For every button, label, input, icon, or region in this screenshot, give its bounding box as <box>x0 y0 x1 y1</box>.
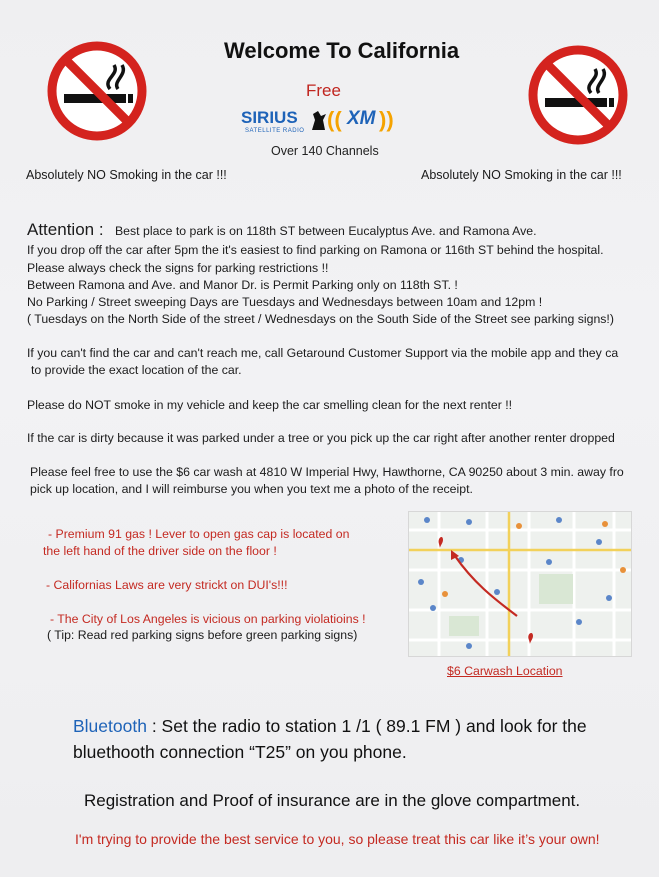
smell-text: Please do NOT smoke in my vehicle and keep the car smelling clean for the next renter !! <box>27 398 513 412</box>
attention-line-5: No Parking / Street sweeping Days are Tuesdays and Wednesdays between 10am and 12pm ! <box>27 295 543 309</box>
carwash-line-1: Please feel free to use the $6 car wash at 4810 W Imperial Hwy, Hawthorne, CA 90250 about 3 min. away fro <box>30 465 624 479</box>
xm-logo: (( XM )) <box>327 107 394 132</box>
sirius-logo-subtext: SATELLITE RADIO <box>245 128 305 134</box>
map-graphic <box>409 512 631 656</box>
free-label: Free <box>306 81 341 100</box>
dui-note: - Californias Laws are very strickt on DUI's!!! <box>46 578 288 592</box>
bluetooth-line-2: bluethooth connection “T25” on you phone. <box>73 742 407 762</box>
dog-icon <box>309 108 329 132</box>
registration-text: Registration and Proof of insurance are in the glove compartment. <box>84 791 581 810</box>
gas-note-line-1: - Premium 91 gas ! Lever to open gas cap is located on <box>48 527 350 541</box>
carwash-map <box>408 511 632 657</box>
no-smoking-sign-left-icon <box>44 39 150 143</box>
bluetooth-line-1 <box>73 716 587 737</box>
page-title: Welcome To California <box>224 38 460 63</box>
dirty-text: If the car is dirty because it was parked under a tree or you pick up the car right after another renter dropped <box>27 431 615 445</box>
siriusxm-logo <box>241 106 411 140</box>
carwash-line-2: pick up location, and I will reimburse you when you text me a photo of the receipt. <box>30 482 473 496</box>
support-line-1: If you can't find the car and can't reach me, call Getaround Customer Support via the mobile app and they ca <box>27 346 619 360</box>
xm-logo-text: XM <box>347 108 376 129</box>
la-parking-note: - The City of Los Angeles is vicious on parking violatioins ! <box>50 612 366 626</box>
attention-line-2: If you drop off the car after 5pm the it's easiest to find parking on Ramona or 116th ST behind the hospital. <box>27 243 604 257</box>
no-smoking-sign-right-icon <box>525 43 631 147</box>
sirius-logo-text: SIRIUS <box>241 108 298 127</box>
support-line-2: to provide the exact location of the car. <box>31 363 242 377</box>
tip-note: ( Tip: Read red parking signs before green parking signs) <box>47 628 358 642</box>
attention-line-1 <box>27 220 537 240</box>
bluetooth-label: Bluetooth <box>73 716 147 736</box>
gas-note-line-2: the left hand of the driver side on the floor ! <box>43 544 277 558</box>
no-smoking-right-text: Absolutely NO Smoking in the car !!! <box>421 168 622 182</box>
attention-label: Attention : <box>27 220 104 239</box>
bluetooth-text-1: : Set the radio to station 1 /1 ( 89.1 FM ) and look for the <box>146 716 587 736</box>
no-smoking-left-text: Absolutely NO Smoking in the car !!! <box>26 168 227 182</box>
attention-line-6: ( Tuesdays on the North Side of the street / Wednesdays on the South Side of the Street see parking signs!) <box>27 312 614 326</box>
attention-text-1: Best place to park is on 118th ST between Eucalyptus Ave. and Ramona Ave. <box>114 224 537 238</box>
closing-text: I'm trying to provide the best service to you, so please treat this car like it’s your own! <box>75 831 600 847</box>
carwash-location-link[interactable]: $6 Carwash Location <box>447 664 563 678</box>
attention-line-4: Between Ramona and Ave. and Manor Dr. is Permit Parking only on 118th ST. ! <box>27 278 458 292</box>
attention-line-3: Please always check the signs for parking restrictions !! <box>27 261 329 275</box>
channels-label: Over 140 Channels <box>271 144 379 158</box>
